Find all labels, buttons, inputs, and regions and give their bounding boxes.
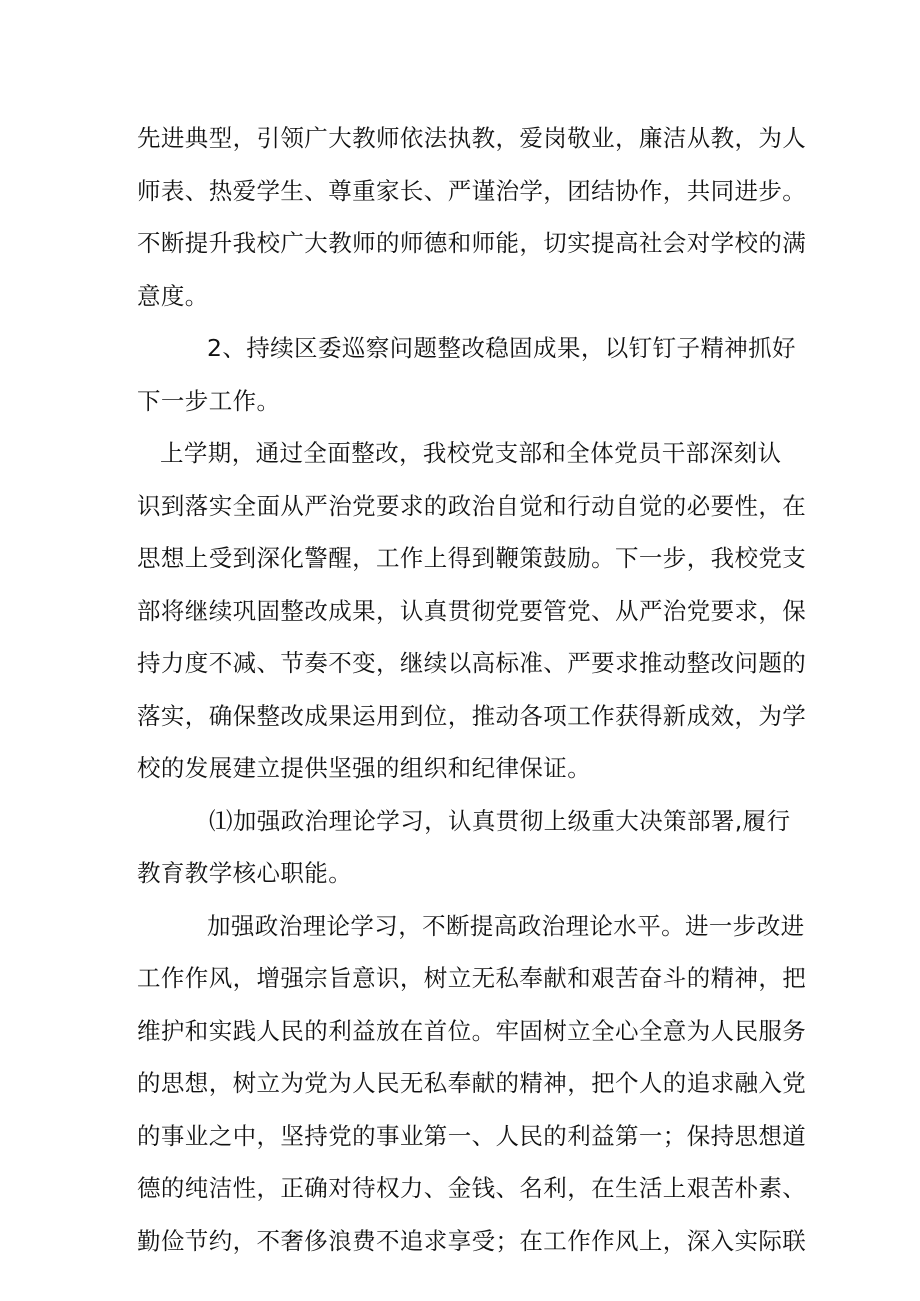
text-line: 先进典型，引领广大教师依法执教，爱岗敬业，廉洁从教，为人 <box>137 124 807 152</box>
text-line: 持力度不减、节奏不变，继续以高标准、严要求推动整改问题的 <box>137 649 807 677</box>
text-line: 识到落实全面从严治党要求的政治自觉和行动自觉的必要性，在 <box>137 491 807 520</box>
section-heading-2 <box>137 322 796 427</box>
text-line: 工作作风，增强宗旨意识，树立无私奉献和艰苦奋斗的精神，把 <box>137 964 807 992</box>
paragraph-teacher-ethics <box>137 112 807 322</box>
text-line: 落实，确保整改成果运用到位，推动各项工作获得新成效，为学 <box>137 701 807 730</box>
heading-line: 教育教学核心职能。 <box>137 859 353 887</box>
text-line: 思想上受到深化警醒，工作上得到鞭策鼓励。下一步，我校党支 <box>137 544 807 572</box>
text-line: 加强政治理论学习，不断提高政治理论水平。进一步改进 <box>207 911 805 940</box>
text-line: 上学期，通过全面整改，我校党支部和全体党员干部深刻认 <box>160 439 782 467</box>
text-line: 的事业之中，坚持党的事业第一、人民的利益第一；保持思想道 <box>137 1121 807 1150</box>
document-body <box>137 112 807 1267</box>
text-line: 维护和实践人民的利益放在首位。牢固树立全心全意为人民服务 <box>137 1016 807 1045</box>
text-line: 德的纯洁性，正确对待权力、金钱、名利，在生活上艰苦朴素、 <box>137 1174 807 1202</box>
heading-line: 2、持续区委巡察问题整改稳固成果，以钉钉子精神抓好 <box>207 334 796 362</box>
text-line: 意度。 <box>137 281 209 310</box>
text-line: 校的发展建立提供坚强的组织和纪律保证。 <box>137 754 592 782</box>
text-line: 不断提升我校广大教师的师德和师能，切实提高社会对学校的满 <box>137 229 807 257</box>
paragraph-political-study <box>137 900 807 1268</box>
heading-line: ⑴加强政治理论学习，认真贯彻上级重大决策部署,履行 <box>209 806 791 835</box>
text-line: 师表、热爱学生、尊重家长、严谨治学，团结协作，共同进步。 <box>137 176 807 205</box>
text-line: 的思想，树立为党为人民无私奉献的精神，把个人的追求融入党 <box>137 1069 807 1097</box>
heading-line: 下一步工作。 <box>137 386 281 415</box>
subsection-heading-1 <box>137 795 791 900</box>
text-line: 勤俭节约，不奢侈浪费不追求享受；在工作作风上，深入实际联 <box>137 1226 807 1255</box>
paragraph-rectification <box>137 427 807 795</box>
text-line: 部将继续巩固整改成果，认真贯彻党要管党、从严治党要求，保 <box>137 596 807 625</box>
